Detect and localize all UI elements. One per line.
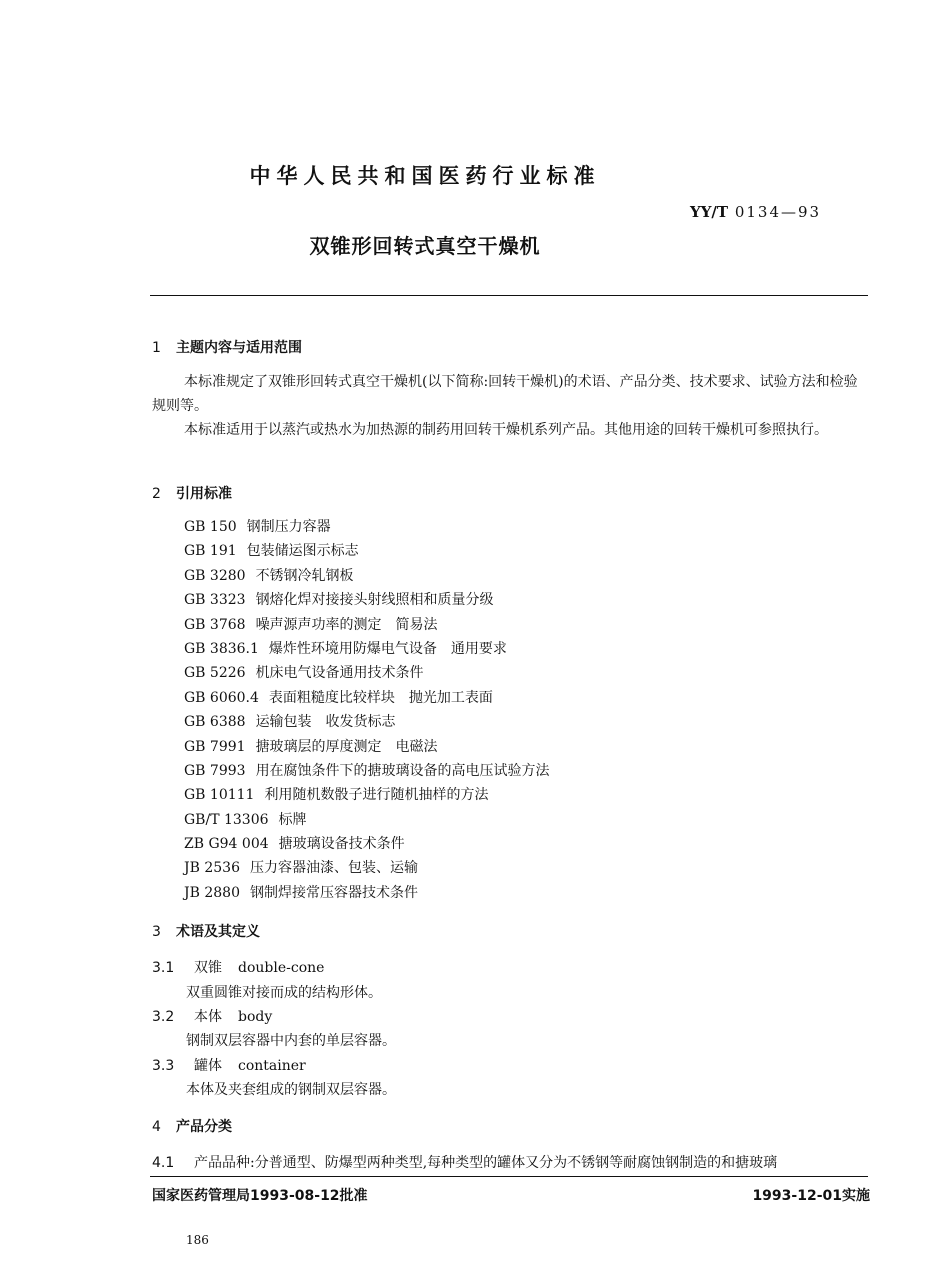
reference-title: 搪玻璃设备技术条件 (278, 836, 405, 853)
reference-code: GB 191 (184, 543, 237, 560)
reference-title: 钢制压力容器 (246, 519, 331, 535)
term-chinese: 本体 (194, 1009, 222, 1025)
approval-line: 国家医药管理局1993-08-12批准 (152, 1188, 368, 1204)
reference-code: GB/T 13306 (184, 811, 269, 828)
term-chinese: 双锥 (194, 960, 222, 976)
reference-title: 包装储运图示标志 (246, 543, 359, 560)
referenced-standards-list (184, 515, 550, 905)
section-4-heading (152, 1116, 232, 1136)
footer-divider (150, 1176, 868, 1177)
section-number: 4 (152, 1119, 161, 1135)
section-3-heading (152, 921, 260, 941)
reference-code: GB 7993 (184, 762, 246, 779)
reference-code: GB 3768 (184, 616, 246, 633)
term-english: body (238, 1009, 273, 1025)
reference-item (184, 588, 550, 612)
term-3-1 (152, 957, 324, 977)
term-english: double-cone (238, 960, 325, 976)
document-title: 双锥形回转式真空干燥机 (309, 234, 541, 258)
term-chinese: 罐体 (194, 1058, 222, 1074)
standard-number (690, 203, 821, 221)
reference-title: 不锈钢冷轧钢板 (255, 567, 354, 584)
term-number: 3.3 (152, 1058, 175, 1074)
section-number: 3 (152, 924, 161, 940)
reference-code: JB 2880 (184, 884, 240, 901)
reference-item (184, 661, 550, 685)
reference-title: 钢熔化焊对接接头射线照相和质量分级 (255, 592, 494, 609)
reference-code: GB 150 (184, 519, 237, 535)
item-number: 4.1 (152, 1155, 175, 1171)
term-3-3-definition: 本体及夹套组成的钢制双层容器。 (186, 1082, 396, 1098)
reference-item (184, 881, 550, 905)
reference-item (184, 856, 550, 880)
reference-item (184, 808, 550, 832)
reference-item (184, 710, 550, 734)
section-title: 主题内容与适用范围 (176, 340, 302, 356)
section-title: 引用标准 (176, 486, 232, 502)
standard-code: 0134—93 (734, 203, 822, 221)
reference-item (184, 515, 550, 539)
reference-item (184, 759, 550, 783)
reference-title: 运输包装 收发货标志 (255, 714, 396, 731)
reference-item (184, 637, 550, 661)
section-number: 1 (152, 340, 161, 356)
reference-code: GB 6060.4 (184, 689, 259, 706)
reference-item (184, 783, 550, 807)
reference-title: 标牌 (278, 811, 307, 828)
title-divider (150, 295, 868, 296)
reference-title: 钢制焊接常压容器技术条件 (249, 884, 418, 901)
reference-title: 压力容器油漆、包装、运输 (249, 860, 418, 877)
section-1-heading (152, 337, 302, 357)
section-title: 产品分类 (176, 1119, 232, 1135)
reference-code: GB 3323 (184, 592, 246, 609)
reference-title: 机床电气设备通用技术条件 (255, 665, 424, 682)
term-3-2 (152, 1006, 272, 1026)
reference-code: GB 5226 (184, 665, 246, 682)
term-3-3 (152, 1055, 306, 1075)
reference-code: JB 2536 (184, 860, 240, 877)
standard-prefix: YY/T (690, 203, 729, 221)
reference-title: 爆炸性环境用防爆电气设备 通用要求 (268, 640, 507, 657)
page-number: 186 (186, 1233, 209, 1247)
term-number: 3.1 (152, 960, 175, 976)
term-english: container (238, 1058, 306, 1074)
reference-item (184, 564, 550, 588)
reference-item (184, 735, 550, 759)
reference-title: 用在腐蚀条件下的搪玻璃设备的高电压试验方法 (255, 762, 550, 779)
reference-code: ZB G94 004 (184, 836, 269, 853)
reference-title: 噪声源声功率的测定 简易法 (255, 616, 438, 633)
reference-title: 利用随机数骰子进行随机抽样的方法 (264, 787, 489, 804)
reference-title: 表面粗糙度比较样块 抛光加工表面 (268, 689, 493, 706)
section-2-heading (152, 483, 232, 503)
implementation-date: 1993-12-01实施 (752, 1188, 870, 1204)
section-title: 术语及其定义 (176, 924, 260, 940)
reference-code: GB 3280 (184, 567, 246, 584)
reference-title: 搪玻璃层的厚度测定 电磁法 (255, 738, 438, 755)
term-number: 3.2 (152, 1009, 175, 1025)
section-number: 2 (152, 486, 161, 502)
reference-item (184, 686, 550, 710)
reference-code: GB 7991 (184, 738, 246, 755)
reference-code: GB 3836.1 (184, 640, 259, 657)
reference-item (184, 613, 550, 637)
item-4-1 (152, 1152, 777, 1172)
reference-code: GB 6388 (184, 714, 246, 731)
term-3-2-definition: 钢制双层容器中内套的单层容器。 (186, 1033, 396, 1049)
section-1-paragraph-1: 本标准规定了双锥形回转式真空干燥机(以下简称:回转干燥机)的术语、产品分类、技术要求、试验方法和检验规则等。 (152, 374, 858, 414)
reference-code: GB 10111 (184, 787, 255, 804)
reference-item (184, 832, 550, 856)
section-1-paragraph-2: 本标准适用于以蒸汽或热水为加热源的制药用回转干燥机系列产品。其他用途的回转干燥机可参照执行。 (184, 422, 828, 438)
term-3-1-definition: 双重圆锥对接而成的结构形体。 (186, 985, 382, 1001)
publisher-header: 中华人民共和国医药行业标准 (249, 164, 601, 188)
item-text: 产品品种:分普通型、防爆型两种类型,每种类型的罐体又分为不锈钢等耐腐蚀钢制造的和搪玻璃 (194, 1155, 778, 1171)
reference-item (184, 539, 550, 563)
